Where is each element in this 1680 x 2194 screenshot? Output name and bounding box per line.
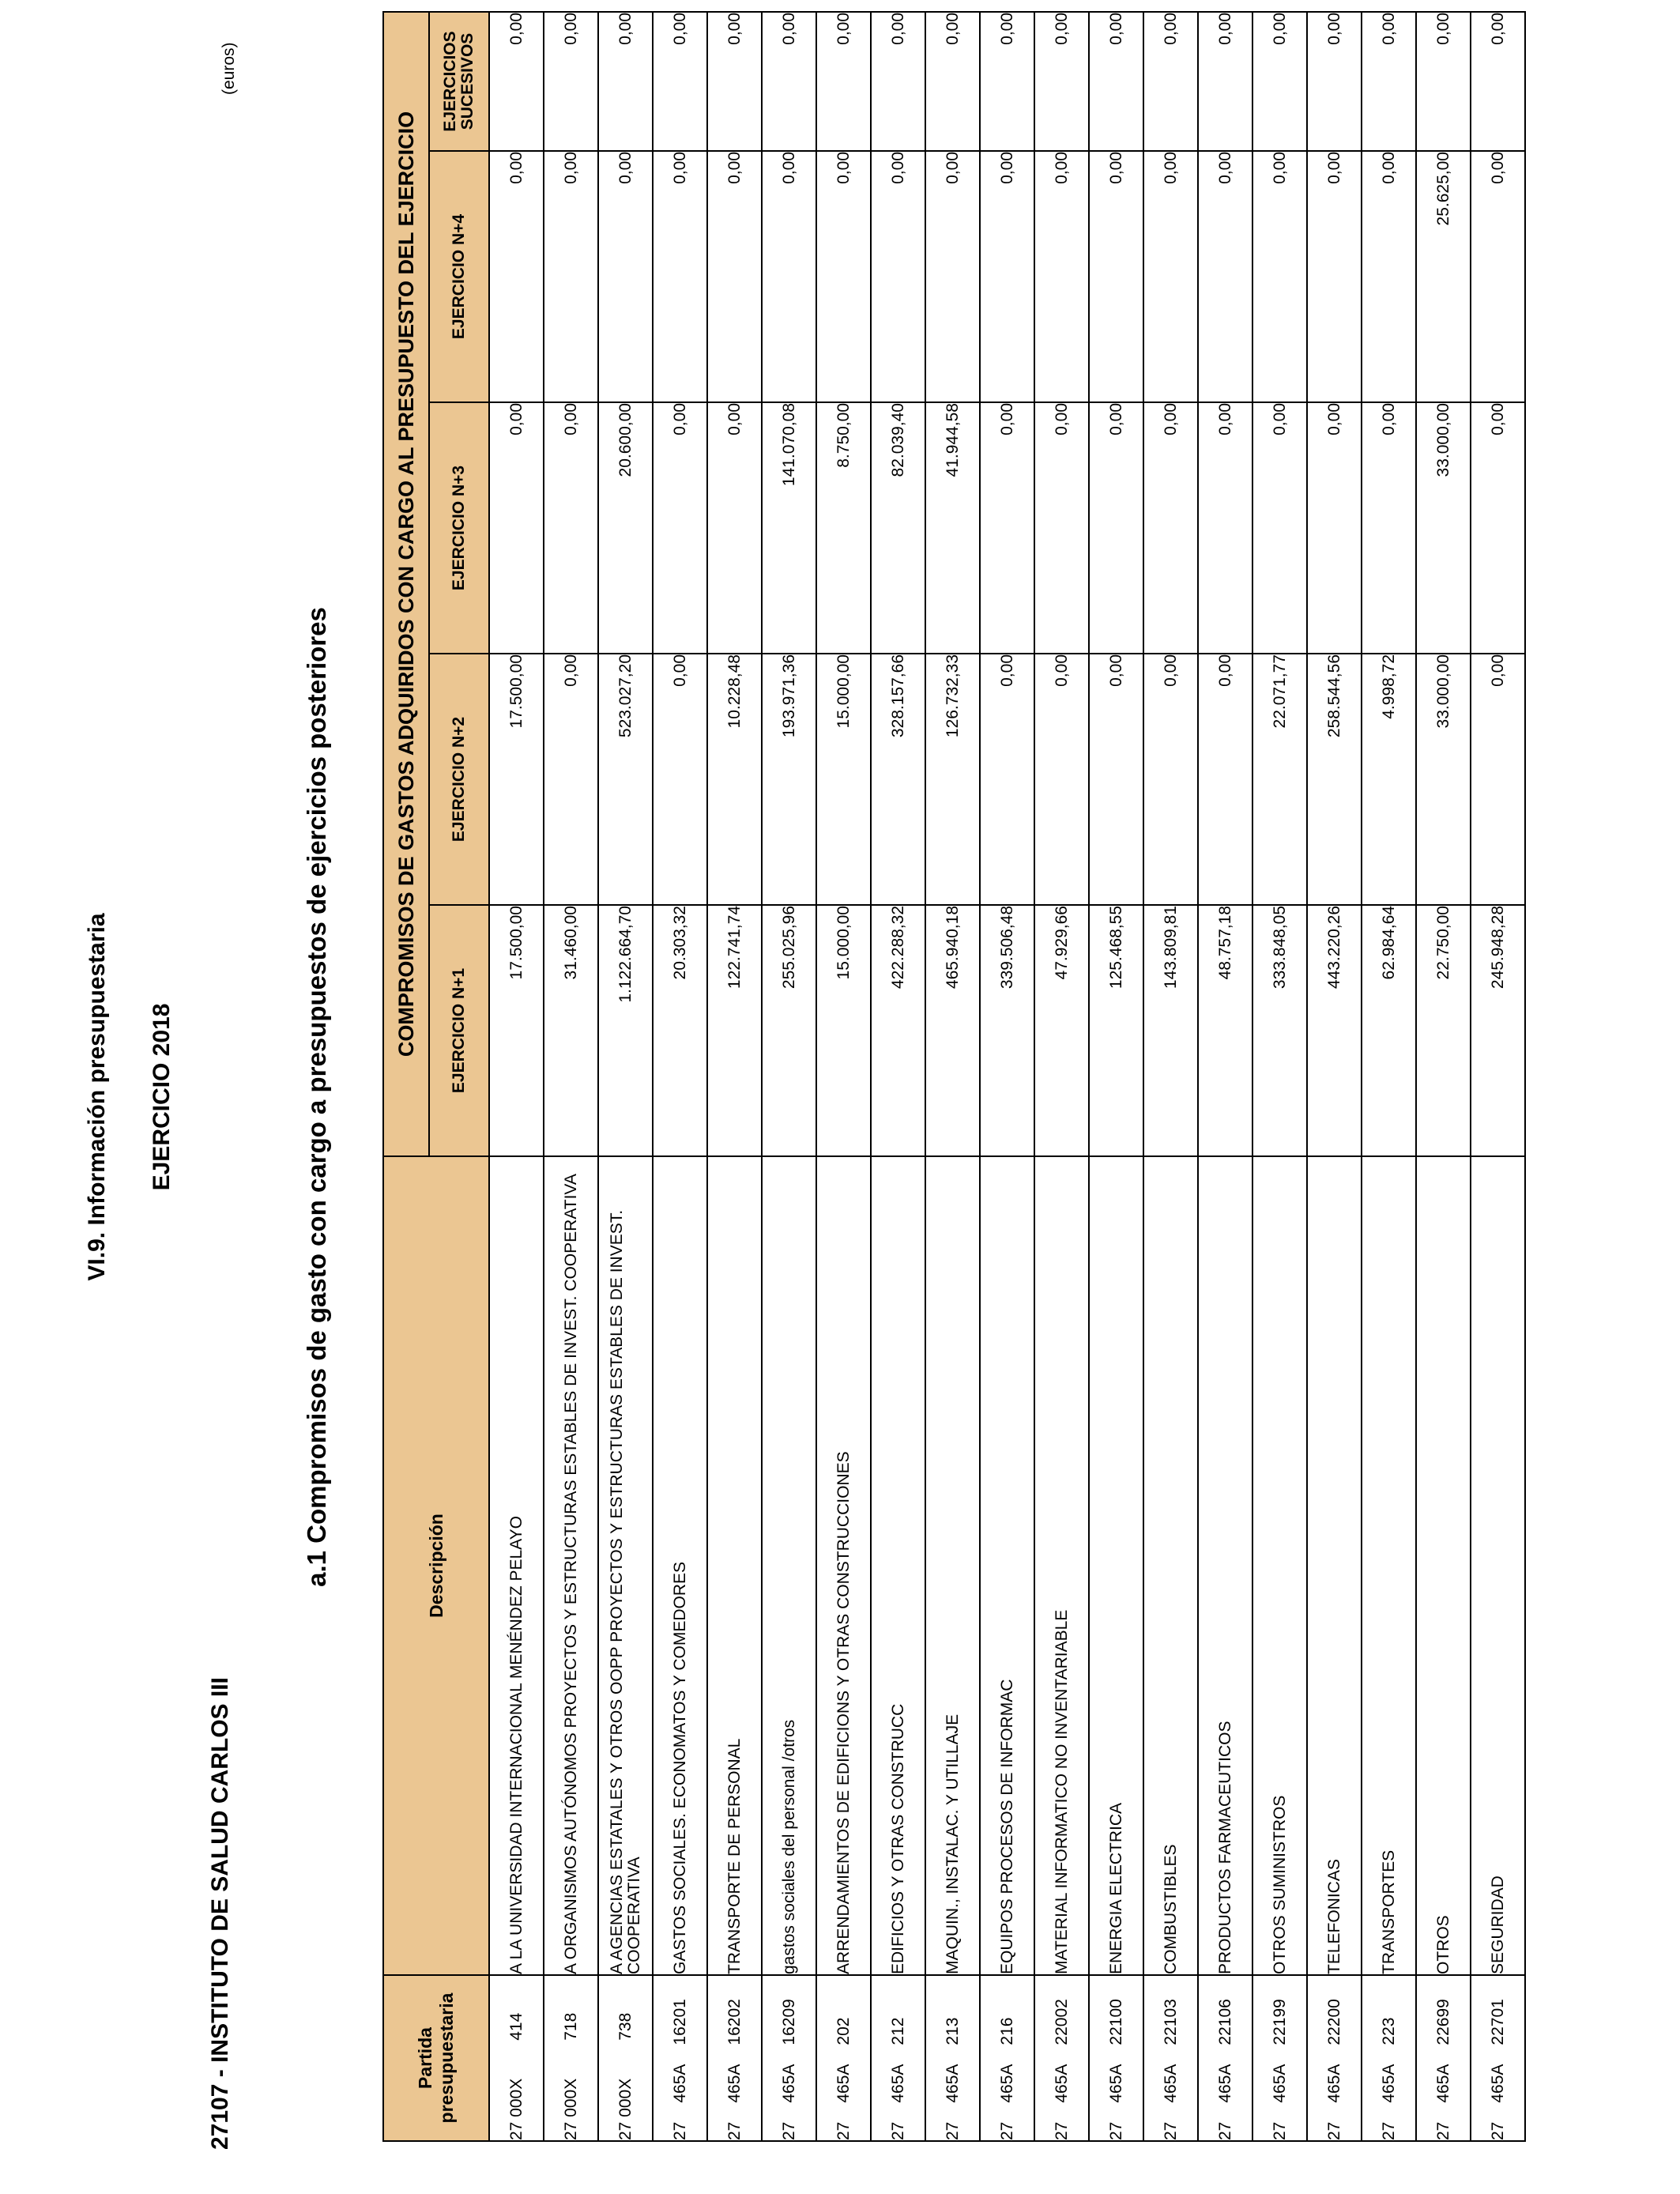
- partida-program: 465A: [1215, 2064, 1234, 2103]
- ejercicio-n1-cell: 255.025,96: [762, 905, 816, 1156]
- partida-program: 465A: [997, 2064, 1016, 2103]
- partida-cell: [598, 1975, 653, 2141]
- ejercicio-n3-cell: 0,00: [1089, 402, 1143, 654]
- ejercicio-n3-cell: 0,00: [707, 402, 762, 654]
- table-row: [1034, 12, 1089, 2141]
- descripcion-cell: COMBUSTIBLES: [1143, 1156, 1198, 1975]
- partida-program: 465A: [1106, 2064, 1125, 2103]
- ejercicios-sucesivos-cell: 0,00: [707, 12, 762, 151]
- partida-cell: [1307, 1975, 1362, 2141]
- partida-cell: [871, 1975, 925, 2141]
- ejercicio-n2-cell: 17.500,00: [489, 654, 544, 905]
- partida-program: 465A: [1161, 2064, 1180, 2103]
- partida-cell: [762, 1975, 816, 2141]
- commitments-table: [382, 11, 1526, 2142]
- partida-organic: 27: [1106, 2121, 1125, 2140]
- table-row: [707, 12, 762, 2141]
- ejercicios-sucesivos-cell: 0,00: [1362, 12, 1416, 151]
- table-row: [1416, 12, 1471, 2141]
- ejercicios-sucesivos-cell: 0,00: [816, 12, 871, 151]
- partida-economic: 414: [507, 2012, 525, 2041]
- header-sucesivos-line2: SUCESIVOS: [458, 32, 477, 130]
- partida-economic: 216: [997, 2017, 1016, 2045]
- currency-unit: (euros): [220, 42, 238, 95]
- partida-cell: [489, 1975, 544, 2141]
- partida-organic: 27: [943, 2121, 962, 2140]
- descripcion-cell: A ORGANISMOS AUTÓNOMOS PROYECTOS Y ESTRUCTURAS ESTABLES DE INVEST. COOPERATIVA: [544, 1156, 598, 1975]
- partida-cell: [1416, 1975, 1471, 2141]
- ejercicio-n1-cell: 339.506,48: [980, 905, 1034, 1156]
- ejercicio-n1-cell: 333.848,05: [1252, 905, 1307, 1156]
- ejercicio-n1-cell: 20.303,32: [653, 905, 707, 1156]
- descripcion-cell: EDIFICIOS Y OTRAS CONSTRUCC: [871, 1156, 925, 1975]
- ejercicio-n2-cell: 15.000,00: [816, 654, 871, 905]
- table-row: [1252, 12, 1307, 2141]
- ejercicios-sucesivos-cell: 0,00: [925, 12, 980, 151]
- ejercicios-sucesivos-cell: 0,00: [1198, 12, 1252, 151]
- partida-organic: 27: [997, 2121, 1016, 2140]
- table-row: [762, 12, 816, 2141]
- ejercicio-n4-cell: 0,00: [1362, 151, 1416, 402]
- descripcion-cell: OTROS: [1416, 1156, 1471, 1975]
- partida-cell: [1471, 1975, 1525, 2141]
- ejercicio-n3-cell: 0,00: [1307, 402, 1362, 654]
- ejercicio-n3-cell: 82.039,40: [871, 402, 925, 654]
- partida-economic: 718: [561, 2012, 580, 2041]
- table-row: [653, 12, 707, 2141]
- ejercicio-n1-cell: 47.929,66: [1034, 905, 1089, 1156]
- partida-economic: 22200: [1324, 1999, 1343, 2045]
- descripcion-cell: PRODUCTOS FARMACEUTICOS: [1198, 1156, 1252, 1975]
- ejercicio-n2-cell: 10.228,48: [707, 654, 762, 905]
- partida-program: 465A: [1433, 2064, 1452, 2103]
- partida-organic: 27 000X: [616, 2078, 635, 2140]
- partida-program: 465A: [1379, 2064, 1398, 2103]
- partida-economic: 16201: [670, 1999, 689, 2045]
- partida-program: 465A: [888, 2064, 907, 2103]
- ejercicios-sucesivos-cell: 0,00: [980, 12, 1034, 151]
- ejercicio-n1-cell: 48.757,18: [1198, 905, 1252, 1156]
- partida-economic: 223: [1379, 2017, 1398, 2045]
- partida-organic: 27: [888, 2121, 907, 2140]
- ejercicio-n2-cell: 4.998,72: [1362, 654, 1416, 905]
- ejercicios-sucesivos-cell: 0,00: [598, 12, 653, 151]
- partida-organic: 27 000X: [507, 2078, 525, 2140]
- table-row: [871, 12, 925, 2141]
- ejercicio-n1-cell: 1.122.664,70: [598, 905, 653, 1156]
- table-row: [980, 12, 1034, 2141]
- partida-economic: 212: [888, 2017, 907, 2045]
- ejercicio-n2-cell: 0,00: [1034, 654, 1089, 905]
- table-row: [544, 12, 598, 2141]
- ejercicio-n1-cell: 22.750,00: [1416, 905, 1471, 1156]
- descripcion-cell: TRANSPORTE DE PERSONAL: [707, 1156, 762, 1975]
- ejercicio-n3-cell: 0,00: [1471, 402, 1525, 654]
- partida-organic: 27: [1488, 2121, 1507, 2140]
- ejercicio-n4-cell: 0,00: [1034, 151, 1089, 402]
- header-ejercicios-sucesivos: [429, 12, 489, 151]
- partida-economic: 738: [616, 2012, 635, 2041]
- ejercicio-n3-cell: 0,00: [1198, 402, 1252, 654]
- partida-program: 465A: [943, 2064, 962, 2103]
- partida-economic: 22106: [1215, 1999, 1234, 2045]
- partida-cell: [1034, 1975, 1089, 2141]
- ejercicio-n2-cell: 0,00: [1143, 654, 1198, 905]
- partida-program: 465A: [1052, 2064, 1071, 2103]
- ejercicio-n4-cell: 0,00: [707, 151, 762, 402]
- ejercicio-n2-cell: 126.732,33: [925, 654, 980, 905]
- partida-economic: 22199: [1270, 1999, 1289, 2045]
- ejercicio-n4-cell: 0,00: [925, 151, 980, 402]
- ejercicios-sucesivos-cell: 0,00: [1143, 12, 1198, 151]
- ejercicio-n4-cell: 0,00: [1089, 151, 1143, 402]
- ejercicio-n1-cell: 62.984,64: [1362, 905, 1416, 1156]
- table-row: [1471, 12, 1525, 2141]
- partida-cell: [925, 1975, 980, 2141]
- ejercicios-sucesivos-cell: 0,00: [1089, 12, 1143, 151]
- partida-cell: [653, 1975, 707, 2141]
- descripcion-cell: ARRENDAMIENTOS DE EDIFICIONS Y OTRAS CONSTRUCCIONES: [816, 1156, 871, 1975]
- fiscal-year-heading: EJERCICIO 2018: [149, 1003, 175, 1191]
- entity-heading: 27107 - INSTITUTO DE SALUD CARLOS III: [207, 1677, 233, 2150]
- ejercicio-n4-cell: 0,00: [653, 151, 707, 402]
- ejercicio-n4-cell: 0,00: [1143, 151, 1198, 402]
- ejercicio-n2-cell: 0,00: [1198, 654, 1252, 905]
- header-ejercicio-n2: EJERCICIO N+2: [429, 654, 489, 905]
- ejercicio-n4-cell: 0,00: [598, 151, 653, 402]
- ejercicio-n4-cell: 0,00: [762, 151, 816, 402]
- descripcion-cell: gastos sociales del personal /otros: [762, 1156, 816, 1975]
- ejercicio-n1-cell: 422.288,32: [871, 905, 925, 1156]
- partida-economic: 213: [943, 2017, 962, 2045]
- descripcion-cell: A AGENCIAS ESTATALES Y OTROS OOPP PROYECTOS Y ESTRUCTURAS ESTABLES DE INVEST. COOPERATIVA: [598, 1156, 653, 1975]
- partida-cell: [1089, 1975, 1143, 2141]
- ejercicio-n4-cell: 0,00: [871, 151, 925, 402]
- partida-organic: 27: [1433, 2121, 1452, 2140]
- partida-program: 465A: [834, 2064, 853, 2103]
- ejercicios-sucesivos-cell: 0,00: [653, 12, 707, 151]
- ejercicio-n4-cell: 0,00: [544, 151, 598, 402]
- ejercicios-sucesivos-cell: 0,00: [762, 12, 816, 151]
- ejercicio-n1-cell: 122.741,74: [707, 905, 762, 1156]
- partida-organic: 27: [779, 2121, 798, 2140]
- partida-program: 465A: [1270, 2064, 1289, 2103]
- ejercicio-n4-cell: 0,00: [489, 151, 544, 402]
- descripcion-cell: MAQUIN., INSTALAC. Y UTILLAJE: [925, 1156, 980, 1975]
- partida-cell: [1198, 1975, 1252, 2141]
- partida-organic: 27: [1161, 2121, 1180, 2140]
- ejercicio-n2-cell: 258.544,56: [1307, 654, 1362, 905]
- ejercicio-n3-cell: 0,00: [489, 402, 544, 654]
- partida-organic: 27: [725, 2121, 744, 2140]
- ejercicio-n3-cell: 0,00: [653, 402, 707, 654]
- partida-cell: [1362, 1975, 1416, 2141]
- partida-economic: 22103: [1161, 1999, 1180, 2045]
- table-row: [1307, 12, 1362, 2141]
- ejercicios-sucesivos-cell: 0,00: [871, 12, 925, 151]
- header-ejercicio-n4: EJERCICIO N+4: [429, 151, 489, 402]
- ejercicio-n4-cell: 0,00: [980, 151, 1034, 402]
- ejercicio-n2-cell: 0,00: [544, 654, 598, 905]
- table-body: [489, 12, 1525, 2141]
- partida-organic: 27: [1215, 2121, 1234, 2140]
- ejercicio-n1-cell: 31.460,00: [544, 905, 598, 1156]
- descripcion-cell: GASTOS SOCIALES. ECONOMATOS Y COMEDORES: [653, 1156, 707, 1975]
- table-row: [489, 12, 544, 2141]
- partida-organic: 27: [1270, 2121, 1289, 2140]
- ejercicio-n3-cell: 0,00: [1143, 402, 1198, 654]
- partida-program: 465A: [1488, 2064, 1507, 2103]
- partida-organic: 27: [834, 2121, 853, 2140]
- ejercicios-sucesivos-cell: 0,00: [1307, 12, 1362, 151]
- header-commitments-group: COMPROMISOS DE GASTOS ADQUIRIDOS CON CARGO AL PRESUPUESTO DEL EJERCICIO: [383, 12, 429, 1156]
- table-row: [1198, 12, 1252, 2141]
- ejercicio-n3-cell: 0,00: [1362, 402, 1416, 654]
- ejercicio-n3-cell: 41.944,58: [925, 402, 980, 654]
- partida-program: 465A: [1324, 2064, 1343, 2103]
- partida-economic: 22100: [1106, 1999, 1125, 2045]
- partida-cell: [980, 1975, 1034, 2141]
- ejercicio-n4-cell: 0,00: [1471, 151, 1525, 402]
- ejercicio-n1-cell: 125.468,55: [1089, 905, 1143, 1156]
- partida-economic: 22701: [1488, 1999, 1507, 2045]
- ejercicio-n4-cell: 0,00: [1198, 151, 1252, 402]
- descripcion-cell: TELEFONICAS: [1307, 1156, 1362, 1975]
- header-partida: Partida presupuestaria: [383, 1975, 489, 2141]
- descripcion-cell: SEGURIDAD: [1471, 1156, 1525, 1975]
- ejercicio-n3-cell: 0,00: [544, 402, 598, 654]
- partida-program: 465A: [725, 2064, 744, 2103]
- ejercicio-n1-cell: 15.000,00: [816, 905, 871, 1156]
- ejercicio-n3-cell: 0,00: [1034, 402, 1089, 654]
- descripcion-cell: EQUIPOS PROCESOS DE INFORMAC: [980, 1156, 1034, 1975]
- ejercicios-sucesivos-cell: 0,00: [489, 12, 544, 151]
- ejercicios-sucesivos-cell: 0,00: [544, 12, 598, 151]
- table-row: [598, 12, 653, 2141]
- ejercicio-n3-cell: 0,00: [1252, 402, 1307, 654]
- ejercicio-n2-cell: 22.071,77: [1252, 654, 1307, 905]
- partida-cell: [544, 1975, 598, 2141]
- ejercicio-n2-cell: 328.157,66: [871, 654, 925, 905]
- partida-cell: [816, 1975, 871, 2141]
- ejercicios-sucesivos-cell: 0,00: [1471, 12, 1525, 151]
- partida-organic: 27: [1324, 2121, 1343, 2140]
- ejercicio-n4-cell: 25.625,00: [1416, 151, 1471, 402]
- partida-cell: [1143, 1975, 1198, 2141]
- header-ejercicio-n1: EJERCICIO N+1: [429, 905, 489, 1156]
- header-sucesivos-line1: EJERCICIOS: [441, 31, 459, 132]
- partida-economic: 202: [834, 2017, 853, 2045]
- document-title: VI.9. Información presupuestaria: [84, 913, 110, 1281]
- descripcion-cell: MATERIAL INFORMATICO NO INVENTARIABLE: [1034, 1156, 1089, 1975]
- ejercicio-n4-cell: 0,00: [1307, 151, 1362, 402]
- ejercicio-n1-cell: 443.220,26: [1307, 905, 1362, 1156]
- ejercicio-n1-cell: 17.500,00: [489, 905, 544, 1156]
- partida-economic: 22002: [1052, 1999, 1071, 2045]
- partida-organic: 27 000X: [561, 2078, 580, 2140]
- ejercicio-n2-cell: 0,00: [1089, 654, 1143, 905]
- ejercicio-n1-cell: 143.809,81: [1143, 905, 1198, 1156]
- ejercicios-sucesivos-cell: 0,00: [1416, 12, 1471, 151]
- partida-economic: 16209: [779, 1999, 798, 2045]
- partida-economic: 16202: [725, 1999, 744, 2045]
- ejercicio-n3-cell: 33.000,00: [1416, 402, 1471, 654]
- ejercicios-sucesivos-cell: 0,00: [1252, 12, 1307, 151]
- header-descripcion: Descripción: [383, 1156, 489, 1975]
- section-title: a.1 Compromisos de gasto con cargo a presupuestos de ejercicios posteriores: [302, 607, 331, 1587]
- table-row: [1362, 12, 1416, 2141]
- ejercicio-n3-cell: 141.070,08: [762, 402, 816, 654]
- descripcion-cell: TRANSPORTES: [1362, 1156, 1416, 1975]
- partida-program: 465A: [779, 2064, 798, 2103]
- partida-cell: [1252, 1975, 1307, 2141]
- ejercicio-n2-cell: 0,00: [653, 654, 707, 905]
- ejercicio-n3-cell: 8.750,00: [816, 402, 871, 654]
- table-row: [925, 12, 980, 2141]
- partida-organic: 27: [1052, 2121, 1071, 2140]
- table-row: [1089, 12, 1143, 2141]
- descripcion-cell: ENERGIA ELECTRICA: [1089, 1156, 1143, 1975]
- ejercicio-n2-cell: 193.971,36: [762, 654, 816, 905]
- descripcion-cell: OTROS SUMINISTROS: [1252, 1156, 1307, 1975]
- ejercicio-n1-cell: 465.940,18: [925, 905, 980, 1156]
- partida-organic: 27: [1379, 2121, 1398, 2140]
- descripcion-cell: A LA UNIVERSIDAD INTERNACIONAL MENÉNDEZ PELAYO: [489, 1156, 544, 1975]
- ejercicio-n3-cell: 20.600,00: [598, 402, 653, 654]
- ejercicio-n4-cell: 0,00: [1252, 151, 1307, 402]
- header-ejercicio-n3: EJERCICIO N+3: [429, 402, 489, 654]
- table-row: [816, 12, 871, 2141]
- partida-cell: [707, 1975, 762, 2141]
- ejercicio-n4-cell: 0,00: [816, 151, 871, 402]
- ejercicios-sucesivos-cell: 0,00: [1034, 12, 1089, 151]
- ejercicio-n2-cell: 523.027,20: [598, 654, 653, 905]
- partida-organic: 27: [670, 2121, 689, 2140]
- ejercicio-n1-cell: 245.948,28: [1471, 905, 1525, 1156]
- ejercicio-n3-cell: 0,00: [980, 402, 1034, 654]
- ejercicio-n2-cell: 0,00: [980, 654, 1034, 905]
- ejercicio-n2-cell: 33.000,00: [1416, 654, 1471, 905]
- partida-program: 465A: [670, 2064, 689, 2103]
- ejercicio-n2-cell: 0,00: [1471, 654, 1525, 905]
- table-row: [1143, 12, 1198, 2141]
- partida-economic: 22699: [1433, 1999, 1452, 2045]
